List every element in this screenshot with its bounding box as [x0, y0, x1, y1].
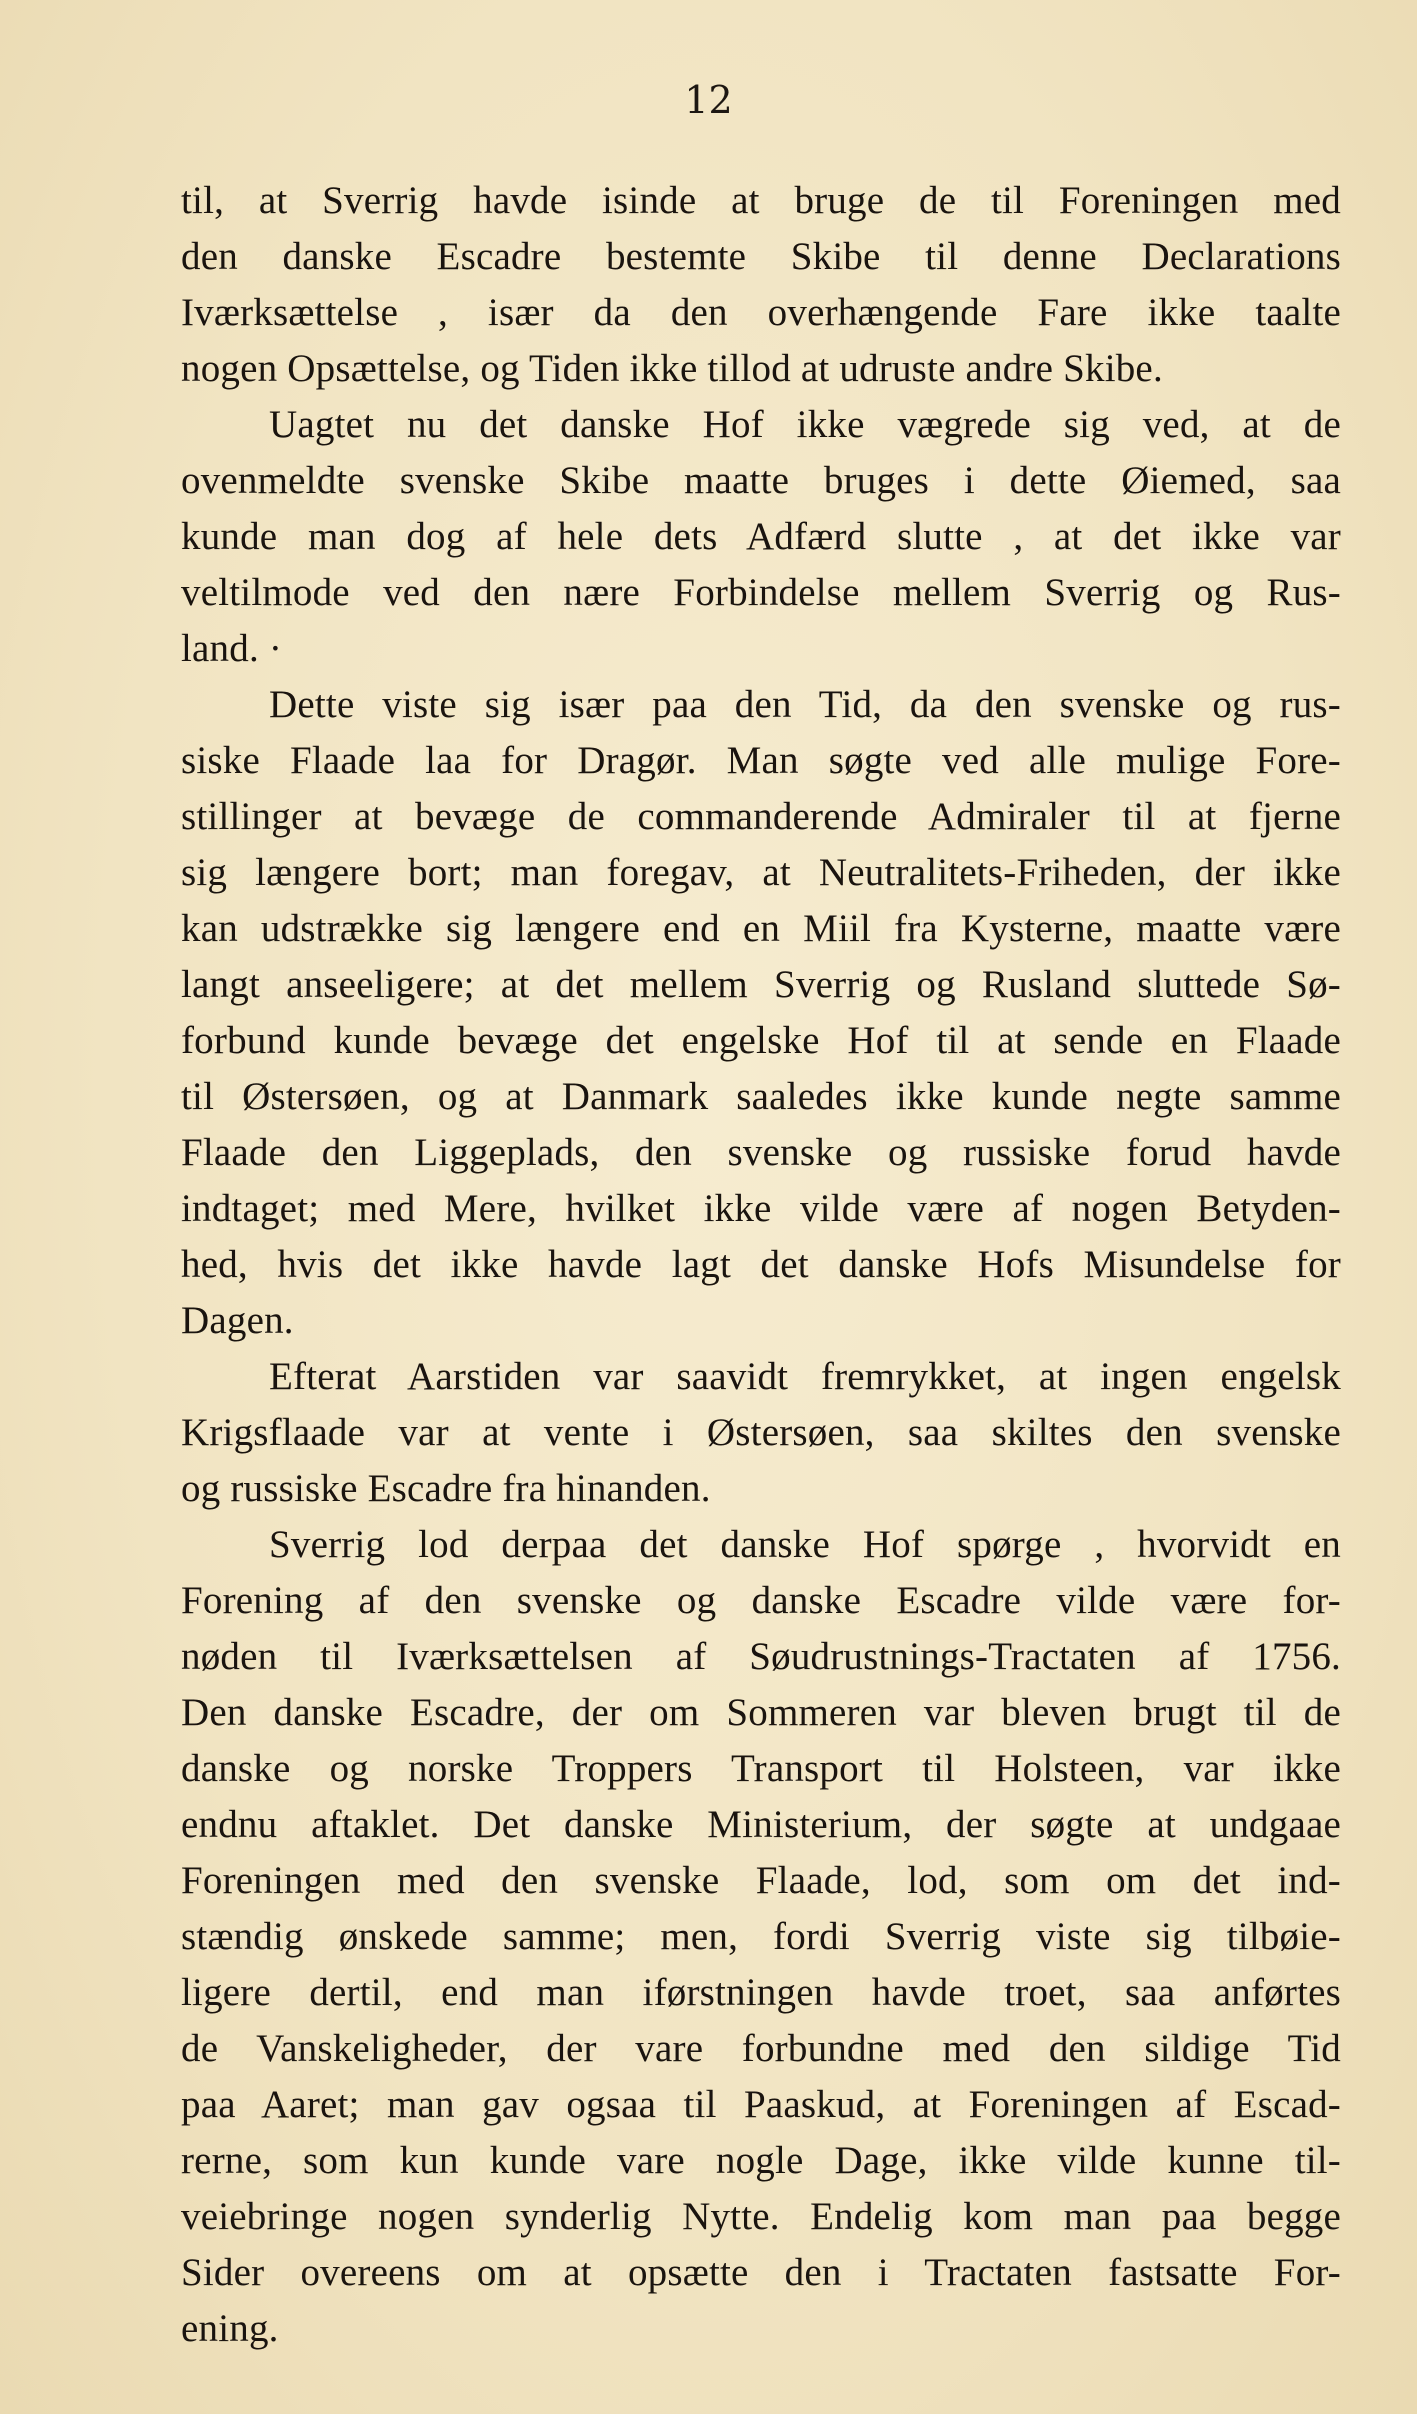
text-line: stændig ønskede samme; men, fordi Sverrig viste sig tilbøie-	[181, 1915, 1341, 1958]
text-line: den danske Escadre bestemte Skibe til denne Declarations	[181, 235, 1341, 278]
text-line: kunde man dog af hele dets Adfærd slutte , at det ikke var	[181, 515, 1341, 558]
text-line: ligere dertil, end man iførstningen havde troet, saa anførtes	[181, 1971, 1341, 2014]
text-line: veltilmode ved den nære Forbindelse mellem Sverrig og Rus-	[181, 571, 1341, 614]
text-line: Uagtet nu det danske Hof ikke vægrede sig ved, at de	[269, 403, 1341, 446]
text-line: ovenmeldte svenske Skibe maatte bruges i dette Øiemed, saa	[181, 459, 1341, 502]
text-line: sig længere bort; man foregav, at Neutralitets-Friheden, der ikke	[181, 851, 1341, 894]
text-line: nøden til Iværksættelsen af Søudrustnings-Tractaten af 1756.	[181, 1635, 1341, 1678]
text-line: Forening af den svenske og danske Escadre vilde være for-	[181, 1579, 1341, 1622]
text-line: til, at Sverrig havde isinde at bruge de til Foreningen med	[181, 179, 1341, 222]
text-line: Sider overeens om at opsætte den i Tractaten fastsatte For-	[181, 2251, 1341, 2294]
text-line: Dette viste sig især paa den Tid, da den svenske og rus-	[269, 683, 1341, 726]
text-line: Dagen.	[181, 1299, 294, 1342]
text-line: rerne, som kun kunde vare nogle Dage, ikke vilde kunne til-	[181, 2139, 1341, 2182]
text-line: Foreningen med den svenske Flaade, lod, som om det ind-	[181, 1859, 1341, 1902]
text-line: stillinger at bevæge de commanderende Admiraler til at fjerne	[181, 795, 1341, 838]
text-line: ening.	[181, 2307, 279, 2350]
text-line: land. ·	[181, 627, 283, 670]
text-line: nogen Opsættelse, og Tiden ikke tillod at udruste andre Skibe.	[181, 347, 1163, 390]
text-line: indtaget; med Mere, hvilket ikke vilde være af nogen Betyden-	[181, 1187, 1341, 1230]
text-line: siske Flaade laa for Dragør. Man søgte ved alle mulige Fore-	[181, 739, 1341, 782]
text-line: kan udstrække sig længere end en Miil fra Kysterne, maatte være	[181, 907, 1341, 950]
text-line: forbund kunde bevæge det engelske Hof til at sende en Flaade	[181, 1019, 1341, 1062]
text-line: Krigsflaade var at vente i Østersøen, saa skiltes den svenske	[181, 1411, 1341, 1454]
text-line: til Østersøen, og at Danmark saaledes ikke kunde negte samme	[181, 1075, 1341, 1118]
text-line: veiebringe nogen synderlig Nytte. Endelig kom man paa begge	[181, 2195, 1341, 2238]
text-line: Iværksættelse , især da den overhængende Fare ikke taalte	[181, 291, 1341, 334]
text-line: Den danske Escadre, der om Sommeren var bleven brugt til de	[181, 1691, 1341, 1734]
text-line: danske og norske Troppers Transport til Holsteen, var ikke	[181, 1747, 1341, 1790]
page-number: 12	[684, 78, 733, 122]
body-text	[181, 173, 1341, 2357]
text-line: de Vanskeligheder, der vare forbundne med den sildige Tid	[181, 2027, 1341, 2070]
text-line: Efterat Aarstiden var saavidt fremrykket, at ingen engelsk	[269, 1355, 1341, 1398]
text-line: paa Aaret; man gav ogsaa til Paaskud, at Foreningen af Escad-	[181, 2083, 1341, 2126]
text-line: Sverrig lod derpaa det danske Hof spørge , hvorvidt en	[269, 1523, 1341, 1566]
text-line: langt anseeligere; at det mellem Sverrig og Rusland sluttede Sø-	[181, 963, 1341, 1006]
text-line: Flaade den Liggeplads, den svenske og russiske forud havde	[181, 1131, 1341, 1174]
text-line: og russiske Escadre fra hinanden.	[181, 1467, 711, 1510]
text-line: endnu aftaklet. Det danske Ministerium, der søgte at undgaae	[181, 1803, 1341, 1846]
text-line: hed, hvis det ikke havde lagt det danske Hofs Misundelse for	[181, 1243, 1341, 1286]
